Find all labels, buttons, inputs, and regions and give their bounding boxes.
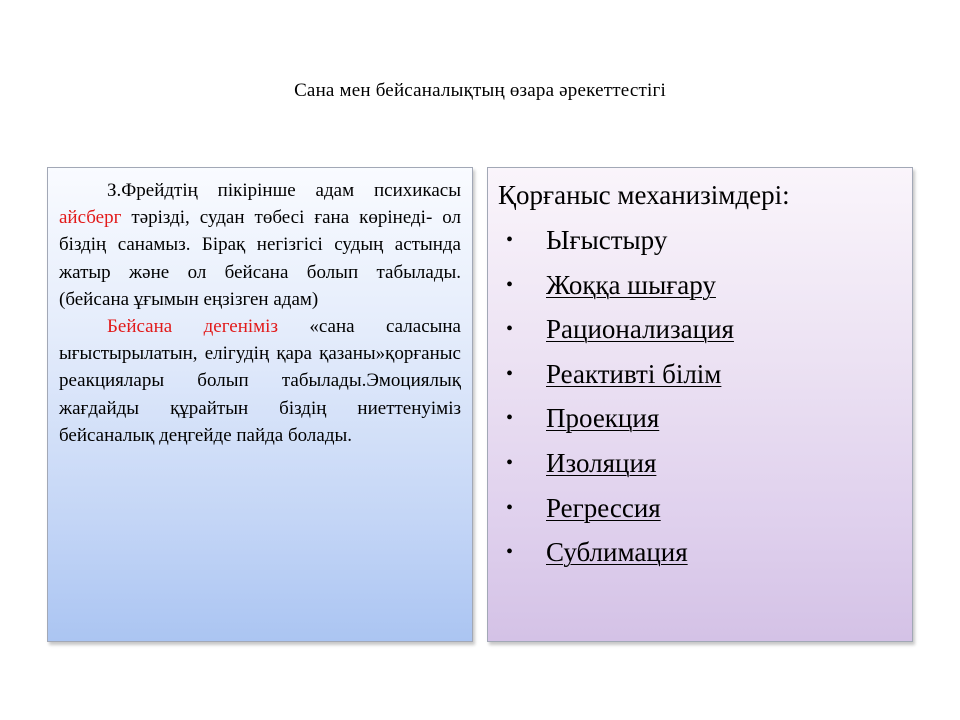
bullet-icon: • bbox=[506, 362, 514, 385]
slide-title: Сана мен бейсаналықтың өзара әрекеттестігі bbox=[294, 80, 666, 101]
list-item-link[interactable]: Изоляция bbox=[546, 447, 657, 478]
defense-mechanisms-heading: Қорғаныс механизімдері: bbox=[498, 180, 790, 210]
highlight-unconscious: Бейсана дегеніміз bbox=[107, 316, 278, 338]
list-item bbox=[498, 396, 902, 441]
list-item-link[interactable]: Реактивті білім bbox=[546, 358, 722, 389]
list-item-link[interactable]: Жоққа шығару bbox=[546, 269, 716, 300]
highlight-iceberg: айсберг bbox=[59, 207, 122, 229]
freud-text-panel bbox=[47, 167, 473, 642]
bullet-icon: • bbox=[506, 451, 514, 474]
bullet-icon: • bbox=[506, 407, 514, 430]
paragraph-text: тәрізді, судан төбесі ғана көрінеді- ол біздің санамыз. Бірақ негізгісі судың астында жатыр және ол бейсана болып табылады. (бейсана ұғымын еңзізген адам) bbox=[59, 207, 461, 310]
bullet-icon: • bbox=[506, 541, 514, 564]
bullet-icon: • bbox=[506, 496, 514, 519]
list-item bbox=[498, 307, 902, 352]
defense-mechanisms-list bbox=[498, 218, 902, 575]
list-item-link[interactable]: Рационализация bbox=[546, 314, 734, 345]
paragraph-text: «сана саласына ығыстырылатын, елігудің қара қазаны»қорғаныс реакциялары болып табылады.Эмоциялық жағдайды құрайтын біздің ниеттенуіміз бейсаналық деңгейде пайда болады. bbox=[59, 316, 461, 446]
list-item-link[interactable]: Проекция bbox=[546, 403, 660, 434]
list-item bbox=[498, 530, 902, 575]
bullet-icon: • bbox=[506, 229, 514, 251]
list-item bbox=[498, 352, 902, 397]
paragraph-iceberg bbox=[59, 177, 461, 313]
defense-mechanisms-panel bbox=[487, 167, 913, 642]
list-item bbox=[498, 441, 902, 486]
paragraph-unconscious bbox=[59, 313, 461, 449]
list-item bbox=[498, 263, 902, 308]
list-item-label: Ығыстыру bbox=[546, 225, 668, 255]
list-item-link[interactable]: Сублимация bbox=[546, 537, 688, 568]
list-item bbox=[498, 486, 902, 531]
bullet-icon: • bbox=[506, 273, 514, 296]
bullet-icon: • bbox=[506, 318, 514, 341]
list-item bbox=[498, 218, 902, 263]
list-item-link[interactable]: Регрессия bbox=[546, 492, 661, 523]
paragraph-text: З.Фрейдтің пікірінше адам психикасы bbox=[107, 180, 461, 201]
